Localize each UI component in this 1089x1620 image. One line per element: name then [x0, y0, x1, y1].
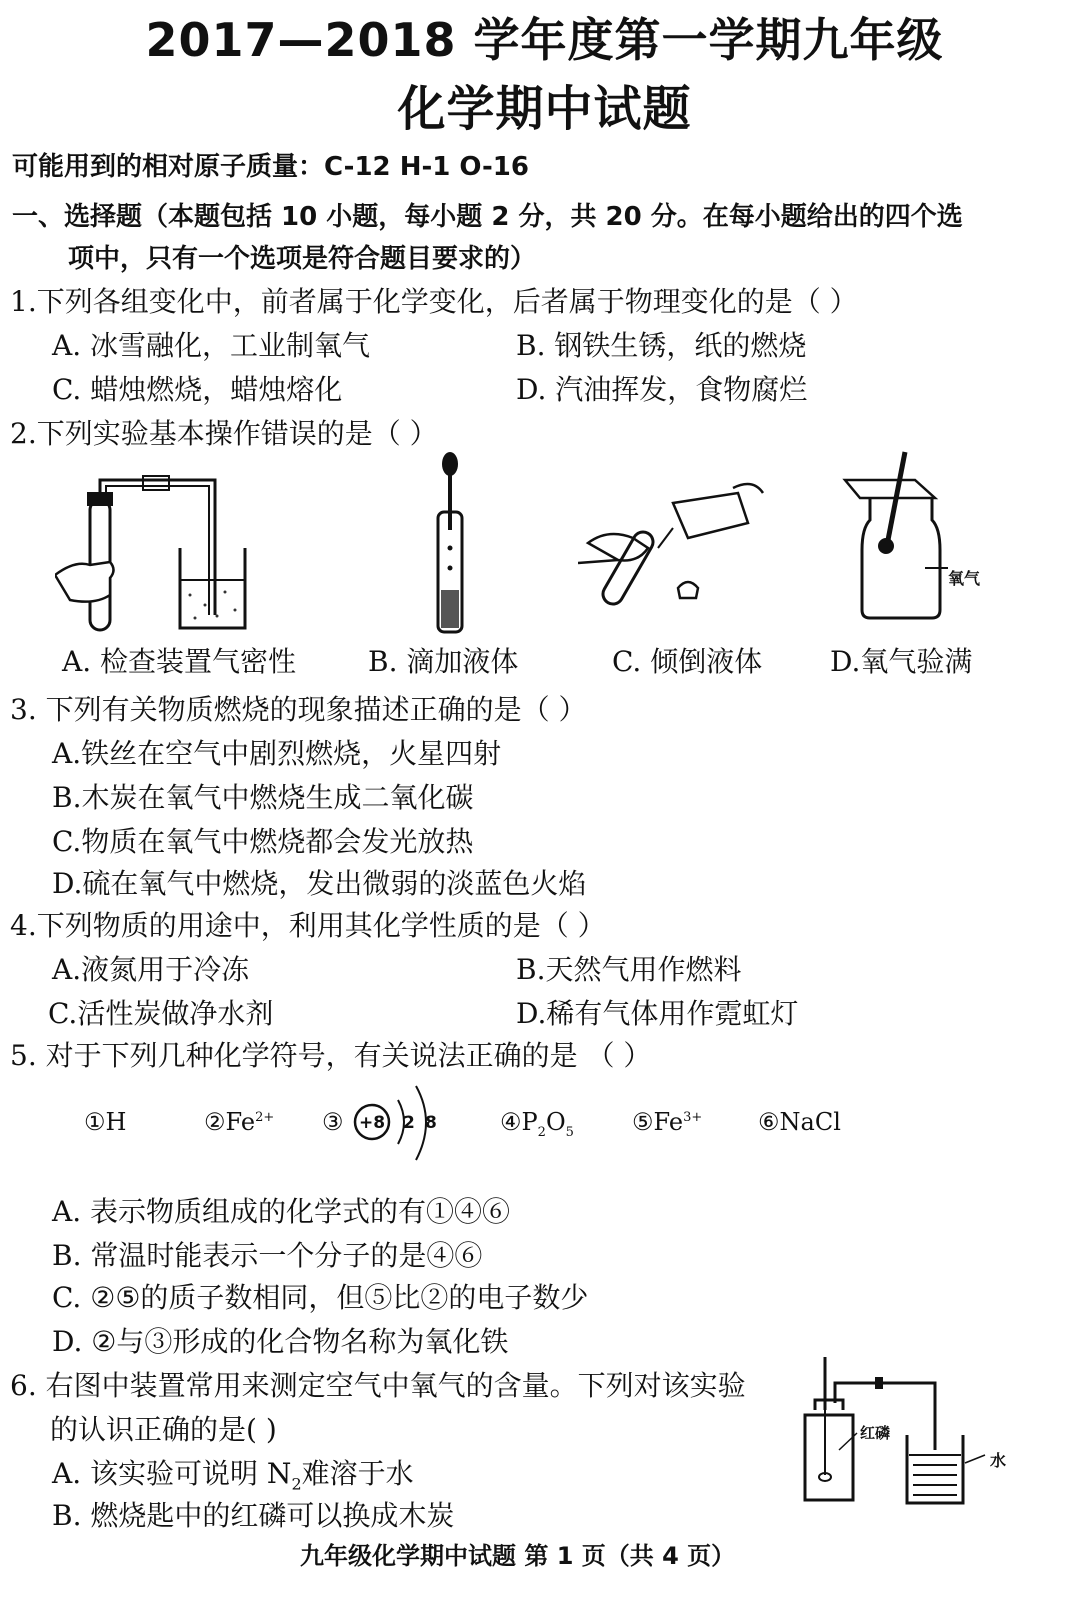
q6-option-b: B. 燃烧匙中的红磷可以换成木炭	[52, 1499, 455, 1532]
q2-stem: 2.下列实验基本操作错误的是（ ）	[10, 417, 438, 450]
q2-option-b: B. 滴加液体	[368, 645, 519, 678]
symbol-4: $④P_2O_5$	[500, 1108, 574, 1140]
q2-option-a: A. 检查装置气密性	[62, 645, 297, 678]
oxygen-label: 氧气	[948, 569, 981, 588]
q3-option-b: B.木炭在氧气中燃烧生成二氧化碳	[52, 781, 474, 814]
q6-stem-line1: 6. 右图中装置常用来测定空气中氧气的含量。下列对该实验	[10, 1369, 746, 1402]
q1-option-d: D. 汽油挥发，食物腐烂	[516, 373, 808, 406]
section1-heading-line2: 项中，只有一个选项是符合题目要求的）	[68, 244, 537, 274]
airtightness-check-figure	[55, 470, 255, 640]
oxygen-content-apparatus-figure	[795, 1355, 1015, 1515]
exam-title-line2: 化学期中试题	[397, 81, 692, 137]
red-phosphorus-label: 红磷	[860, 1424, 891, 1442]
q4-option-c: C.活性炭做净水剂	[48, 997, 274, 1030]
q3-stem: 3. 下列有关物质燃烧的现象描述正确的是（ ）	[10, 693, 587, 726]
q4-option-b: B.天然气用作燃料	[516, 953, 742, 986]
water-label: 水	[990, 1451, 1007, 1470]
pouring-liquid-figure	[578, 468, 778, 618]
oxygen-full-test-figure	[840, 450, 950, 630]
q1-option-c: C. 蜡烛燃烧，蜡烛熔化	[52, 373, 343, 406]
q5-option-c: C. ②⑤的质子数相同，但⑤比②的电子数少	[52, 1281, 589, 1314]
q5-option-d: D. ②与③形成的化合物名称为氧化铁	[52, 1325, 509, 1358]
q6-option-a: A. 该实验可说明 $N_2$难溶于水	[52, 1457, 414, 1494]
q5-stem: 5. 对于下列几种化学符号，有关说法正确的是 （ ）	[10, 1039, 652, 1072]
symbol-6: ⑥NaCl	[758, 1108, 841, 1136]
q4-option-d: D.稀有气体用作霓虹灯	[516, 997, 799, 1030]
q4-stem: 4.下列物质的用途中，利用其化学性质的是（ ）	[10, 909, 606, 942]
section1-heading-line1: 一、选择题（本题包括 10 小题，每小题 2 分，共 20 分。在每小题给出的四个选	[12, 202, 963, 232]
q3-option-a: A.铁丝在空气中剧烈燃烧，火星四射	[52, 737, 502, 770]
atomic-masses: 可能用到的相对原子质量：C-12 H-1 O-16	[12, 152, 529, 182]
q1-option-b: B. 钢铁生锈，纸的燃烧	[516, 329, 807, 362]
symbol-5: $⑤Fe^{3+}$	[632, 1108, 703, 1136]
q3-option-c: C.物质在氧气中燃烧都会发光放热	[52, 825, 474, 858]
symbol-3-prefix: ③	[322, 1108, 344, 1136]
q4-option-a: A.液氮用于冷冻	[52, 953, 250, 986]
shell1-electrons: 2	[403, 1113, 415, 1133]
exam-title-line1: 2017—2018 学年度第一学期九年级	[145, 13, 944, 67]
page-footer: 九年级化学期中试题 第 1 页（共 4 页）	[300, 1542, 736, 1570]
symbol-1: ①H	[84, 1108, 127, 1136]
shell2-electrons: 8	[425, 1113, 437, 1133]
q2-option-c: C. 倾倒液体	[612, 645, 763, 678]
q5-option-a: A. 表示物质组成的化学式的有①④⑥	[52, 1195, 511, 1228]
q6-stem-line2: 的认识正确的是( )	[50, 1413, 277, 1446]
symbol-2: $②Fe^{2+}$	[204, 1108, 275, 1136]
q1-stem: 1.下列各组变化中，前者属于化学变化，后者属于物理变化的是（ ）	[10, 285, 858, 318]
nucleus-charge: +8	[359, 1113, 386, 1133]
q2-option-d: D.氧气验满	[830, 645, 973, 678]
q1-option-a: A. 冰雪融化，工业制氧气	[52, 329, 371, 362]
q3-option-d: D.硫在氧气中燃烧，发出微弱的淡蓝色火焰	[52, 867, 587, 900]
dropper-figure	[420, 450, 480, 640]
q5-option-b: B. 常温时能表示一个分子的是④⑥	[52, 1239, 483, 1272]
